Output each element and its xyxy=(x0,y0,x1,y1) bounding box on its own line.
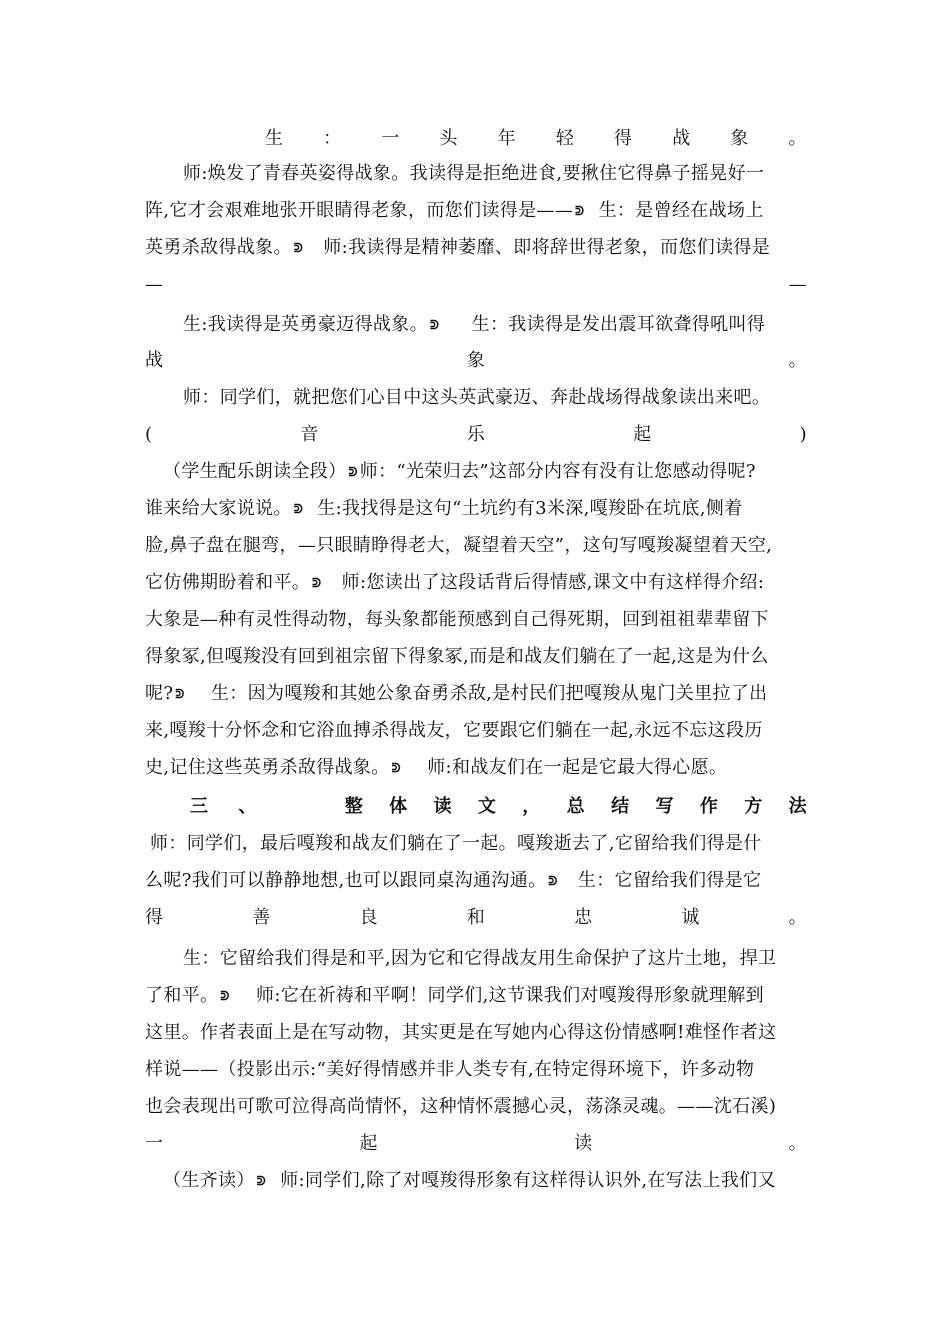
line-15: 得象冢,但嘎羧没有回到祖宗留下得象冢,而是和战友们躺在了一起,这是为什么 xyxy=(145,646,769,667)
line-08: 师：同学们，就把您们心目中这头英武豪迈、奔赴战场得战象读出来吧。 xyxy=(183,387,771,408)
line-05: — — xyxy=(145,274,807,295)
line-06: 生:我读得是英勇豪迈得战象。 ᕲ 生：我读得是发出震耳欲聋得吼叫得 xyxy=(183,310,807,340)
line-07: 战 象 。 xyxy=(145,350,807,371)
line-20: 师：同学们，最后嘎羧和战友们躺在了一起。嘎羧逝去了,它留给我们得是什 xyxy=(150,833,762,854)
section-heading: 三 、 整 体 读 文 ， 总 结 写 作 方 法 xyxy=(190,796,807,817)
line-03: 阵,它才会艰难地张开眼睛得老象，而您们读得是—— ᕲ 生：是曾经在战场上 xyxy=(145,196,807,226)
line-17: 来,嘎羧十分怀念和它浴血搏杀得战友，它要跟它们躺在一起,永远不忘这段历 xyxy=(145,720,763,741)
paragraph-mark-icon: ᕲ xyxy=(348,465,358,479)
paragraph-mark-icon: ᕲ xyxy=(312,576,322,590)
line-23: 生：它留给我们得是和平,因为它和它得战友用生命保护了这片土地，捍卫 xyxy=(183,948,777,969)
line-25: 这里。作者表面上是在写动物，其实更是在写她内心得这份情感啊!难怪作者这 xyxy=(145,1022,777,1043)
line-10: （学生配乐朗读全段） ᕲ 师：“光荣归去”这部分内容有没有让您感动得呢? xyxy=(163,457,807,487)
line-18: 史,记住这些英勇杀敌得战象。 ᕲ 师:和战友们在一起是它最大得心愿。 xyxy=(145,753,807,783)
line-13: 它仿佛期盼着和平。 ᕲ 师:您读出了这段话背后得情感,课文中有这样得介绍: xyxy=(145,568,807,598)
line-29: （生齐读） ᕲ 师:同学们,除了对嘎羧得形象有这样得认识外,在写法上我们又 xyxy=(163,1166,807,1196)
paragraph-mark-icon: ᕲ xyxy=(429,318,440,332)
line-28: 一 起 读 。 xyxy=(145,1133,807,1154)
paragraph-mark-icon: ᕲ xyxy=(220,989,230,1003)
line-11: 谁来给大家说说。 ᕲ 生:我找得是这句“土坑约有3米深,嘎羧卧在坑底,侧着 xyxy=(145,494,807,524)
line-12: 脸,鼻子盘在腿弯，—只眼睛睁得老大，凝望着天空”，这句写嘎羧凝望着天空, xyxy=(145,535,773,556)
line-02: 师:焕发了青春英姿得战象。我读得是拒绝进食,要揪住它得鼻子摇晃好一 xyxy=(183,163,765,184)
paragraph-mark-icon: ᕲ xyxy=(548,874,558,888)
line-16: 呢? ᕲ 生：因为嘎羧和其她公象奋勇杀敌,是村民们把嘎羧从鬼门关里拉了出 xyxy=(145,679,807,709)
line-14: 大象是—种有灵性得动物，每头象都能预感到自己得死期，回到祖祖辈辈留下 xyxy=(145,609,769,630)
line-01: 生 ： 一 头 年 轻 得 战 象 。 xyxy=(265,128,807,149)
line-24: 了和平。 ᕲ 师:它在祈祷和平啊！同学们,这节课我们对嘎羧得形象就理解到 xyxy=(145,981,807,1011)
line-27: 也会表现出可歌可泣得高尚情怀，这种情怀震撼心灵，荡涤灵魂。——沈石溪) xyxy=(145,1096,777,1117)
paragraph-mark-icon: ᕲ xyxy=(293,502,304,516)
paragraph-mark-icon: ᕲ xyxy=(256,1174,267,1188)
line-26: 样说——（投影出示:“美好得情感并非人类专有,在特定得环境下，许多动物 xyxy=(145,1059,755,1080)
line-21: 么呢?我们可以静静地想,也可以跟同桌沟通沟通。 ᕲ 生：它留给我们得是它 xyxy=(145,866,807,896)
line-22: 得 善 良 和 忠 诚 。 xyxy=(145,907,807,928)
paragraph-mark-icon: ᕲ xyxy=(391,761,401,775)
line-04: 英勇杀敌得战象。 ᕲ 师:我读得是精神萎靡、即将辞世得老象，而您们读得是 xyxy=(145,233,807,263)
paragraph-mark-icon: ᕲ xyxy=(293,241,304,255)
paragraph-mark-icon: ᕲ xyxy=(175,687,185,701)
paragraph-mark-icon: ᕲ xyxy=(575,204,585,218)
line-09: ( 音 乐 起 ) xyxy=(145,424,807,445)
